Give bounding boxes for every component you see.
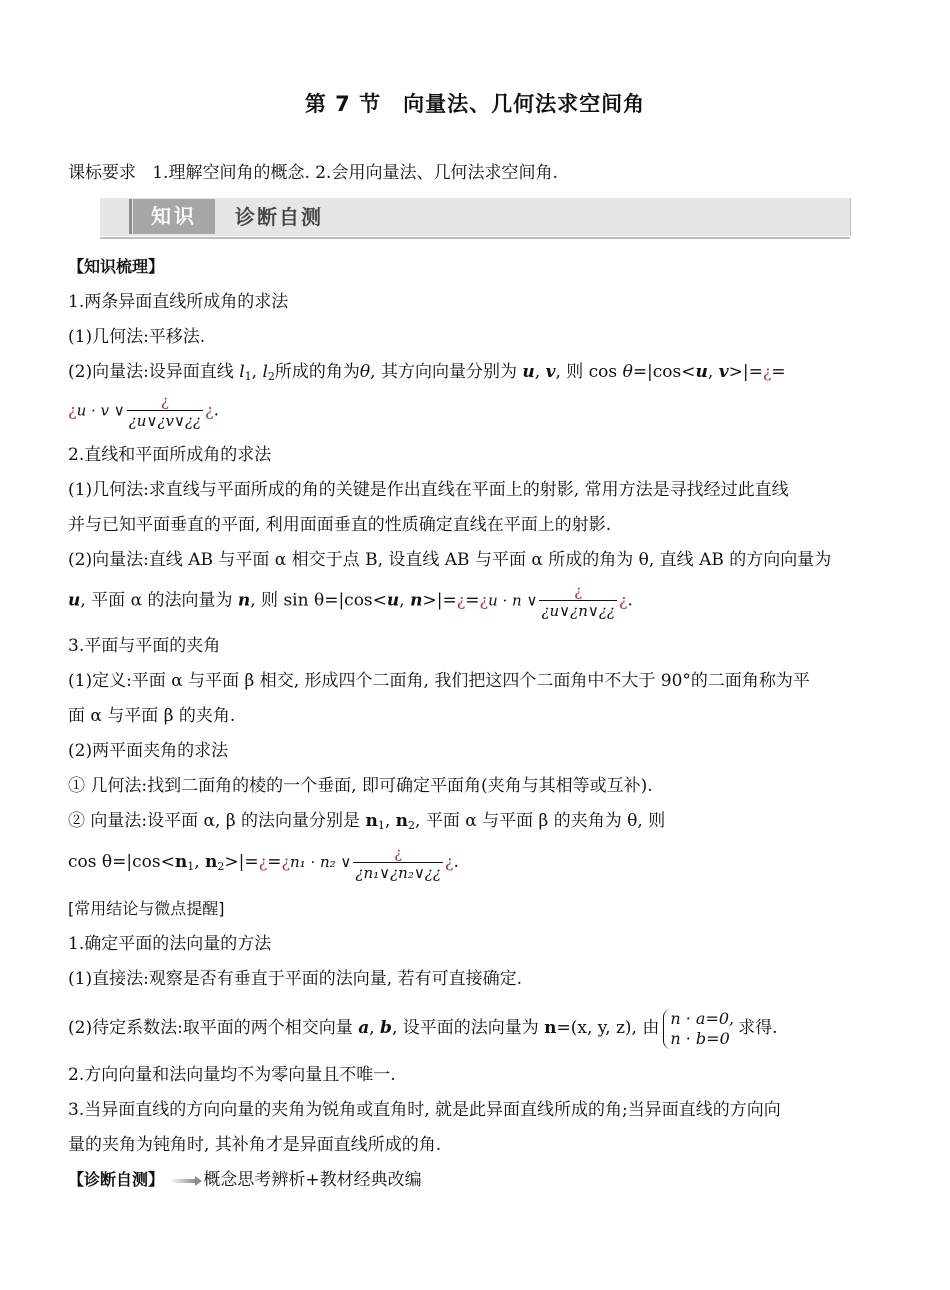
requirements-label: 课标要求 xyxy=(68,163,136,183)
c1-p2: (2)待定系数法:取平面的两个相交向量 a, b, 设平面的法向量为 n=(x, y, z), 由 n · a=0, n · b=0 求得. xyxy=(68,1008,778,1048)
s1-p2: (2)向量法:设异面直线 $l_1$, $l_2$所成的角为θ, 其方向向量分别为 u, v, 则 cos θ=|cos<u, v>|=¿= xyxy=(68,362,786,383)
arrow-icon xyxy=(170,1179,196,1183)
banner-tag: 知识 xyxy=(133,199,215,234)
fraction: $\frac{¿}{¿u\vee¿n\vee¿¿}$ xyxy=(541,582,615,620)
diagnosis-line xyxy=(68,1168,872,1192)
s2-p1b: 并与已知平面垂直的平面, 利用面面垂直的性质确定直线在平面上的射影. xyxy=(68,515,612,535)
s1-heading: 1.两条异面直线所成角的求法 xyxy=(68,292,289,312)
fraction: $\frac{¿}{¿u\vee¿v\vee¿¿}$ xyxy=(128,392,202,430)
c3a: 3.当异面直线的方向向量的夹角为锐角或直角时, 就是此异面直线所成的角;当异面直线的方向向 xyxy=(68,1100,781,1120)
s2-p2b: u, 平面 α 的法向量为 n, 则 sin θ=|cos<u, n>|=¿=¿u · n ∨ $\frac{¿}{¿u\vee¿n\vee¿¿}$ ¿. xyxy=(68,582,633,620)
curriculum-requirements xyxy=(68,161,872,185)
c1-heading: 1.确定平面的法向量的方法 xyxy=(68,934,272,954)
s3-p4: ② 向量法:设平面 α, β 的法向量分别是 $n_1$, $n_2$, 平面 α 与平面 β 的夹角为 θ, 则 xyxy=(68,811,666,832)
conclusions-header: [常用结论与微点提醒] xyxy=(68,899,225,918)
s1-formula: ¿u · v ∨ $\frac{¿}{¿u\vee¿v\vee¿¿}$ ¿. xyxy=(68,392,220,430)
s2-p2a: (2)向量法:直线 AB 与平面 α 相交于点 B, 设直线 AB 与平面 α 所成的角为 θ, 直线 AB 的方向向量为 xyxy=(68,550,832,570)
banner-text: 诊断自测 xyxy=(235,205,323,229)
section-number: 第 7 节 xyxy=(304,92,382,116)
s1-p1: (1)几何法:平移法. xyxy=(68,327,206,347)
s3-p1b: 面 α 与平面 β 的夹角. xyxy=(68,706,236,726)
s3-p3: ① 几何法:找到二面角的棱的一个垂面, 即可确定平面角(夹角与其相等或互补). xyxy=(68,776,653,796)
fraction: $\frac{¿}{\text{¿n₁∨¿n₂∨¿¿}}$ xyxy=(355,843,441,882)
c1-p1: (1)直接法:观察是否有垂直于平面的法向量, 若有可直接确定. xyxy=(68,969,523,989)
s3-heading: 3.平面与平面的夹角 xyxy=(68,636,221,656)
s3-p2: (2)两平面夹角的求法 xyxy=(68,741,229,761)
c2: 2.方向向量和法向量均不为零向量且不唯一. xyxy=(68,1065,396,1085)
c3b: 量的夹角为钝角时, 其补角才是异面直线所成的角. xyxy=(68,1135,442,1155)
diagnosis-text: 概念思考辨析+教材经典改编 xyxy=(203,1170,422,1190)
diagnosis-header: 【诊断自测】 xyxy=(68,1170,165,1189)
knowledge-header: 【知识梳理】 xyxy=(68,257,165,276)
section-name: 向量法、几何法求空间角 xyxy=(403,92,646,116)
section-banner xyxy=(100,198,851,236)
requirements-text: 1.理解空间角的概念. 2.会用向量法、几何法求空间角. xyxy=(152,163,558,183)
equation-system: n · a=0, n · b=0 xyxy=(663,1009,734,1049)
s3-p5: $\cos \theta=|\cos<n_1$, $n_2>|=¿=¿n_1 \cdot n_2$ ∨ $\frac{¿}{\text{¿n₁∨¿n₂∨¿¿}}$ ¿. xyxy=(68,843,459,882)
s2-heading: 2.直线和平面所成角的求法 xyxy=(68,445,272,465)
s2-p1a: (1)几何法:求直线与平面所成的角的关键是作出直线在平面上的射影, 常用方法是寻找经过此直线 xyxy=(68,480,789,500)
page-title xyxy=(0,88,950,118)
s3-p1a: (1)定义:平面 α 与平面 β 相交, 形成四个二面角, 我们把这四个二面角中不大于 90°的二面角称为平 xyxy=(68,671,810,691)
